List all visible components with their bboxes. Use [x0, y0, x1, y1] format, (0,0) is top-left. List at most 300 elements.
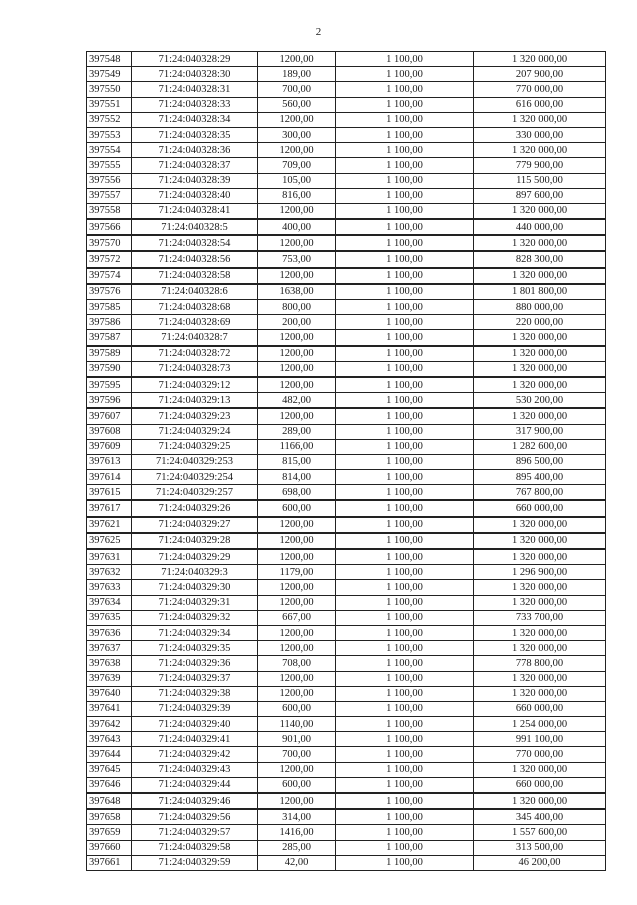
total-cost-cell: 897 600,00 [474, 188, 606, 203]
unit-price-cell: 1 100,00 [336, 393, 474, 409]
table-row [87, 470, 606, 485]
table-row [87, 793, 606, 809]
record-id-cell: 397644 [87, 747, 132, 762]
total-cost-cell: 880 000,00 [474, 300, 606, 315]
area-cell: 1200,00 [258, 408, 336, 424]
unit-price-cell: 1 100,00 [336, 346, 474, 362]
area-cell: 1200,00 [258, 793, 336, 809]
record-id-cell: 397633 [87, 580, 132, 595]
cadastral-number-cell: 71:24:040329:253 [132, 454, 258, 469]
table-row [87, 112, 606, 127]
table-row [87, 809, 606, 825]
unit-price-cell: 1 100,00 [336, 315, 474, 330]
area-cell: 800,00 [258, 300, 336, 315]
unit-price-cell: 1 100,00 [336, 158, 474, 173]
total-cost-cell: 345 400,00 [474, 809, 606, 825]
area-cell: 1200,00 [258, 549, 336, 565]
cadastral-number-cell: 71:24:040328:39 [132, 173, 258, 188]
total-cost-cell: 1 296 900,00 [474, 565, 606, 580]
total-cost-cell: 1 320 000,00 [474, 377, 606, 393]
cadastral-number-cell: 71:24:040329:41 [132, 732, 258, 747]
table-row [87, 671, 606, 686]
unit-price-cell: 1 100,00 [336, 717, 474, 732]
record-id-cell: 397585 [87, 300, 132, 315]
area-cell: 200,00 [258, 315, 336, 330]
total-cost-cell: 1 320 000,00 [474, 595, 606, 610]
cadastral-number-cell: 71:24:040328:69 [132, 315, 258, 330]
cadastral-number-cell: 71:24:040329:57 [132, 825, 258, 840]
total-cost-cell: 991 100,00 [474, 732, 606, 747]
total-cost-cell: 1 254 000,00 [474, 717, 606, 732]
area-cell: 600,00 [258, 701, 336, 716]
cadastral-number-cell: 71:24:040329:25 [132, 439, 258, 454]
unit-price-cell: 1 100,00 [336, 235, 474, 251]
total-cost-cell: 1 320 000,00 [474, 143, 606, 158]
total-cost-cell: 1 320 000,00 [474, 671, 606, 686]
area-cell: 42,00 [258, 855, 336, 870]
unit-price-cell: 1 100,00 [336, 330, 474, 346]
area-cell: 700,00 [258, 747, 336, 762]
total-cost-cell: 1 320 000,00 [474, 762, 606, 777]
table-row [87, 855, 606, 870]
record-id-cell: 397555 [87, 158, 132, 173]
record-id-cell: 397641 [87, 701, 132, 716]
land-plots-table [86, 51, 606, 871]
total-cost-cell: 767 800,00 [474, 485, 606, 501]
cadastral-number-cell: 71:24:040329:27 [132, 517, 258, 533]
area-cell: 1200,00 [258, 203, 336, 219]
table-row [87, 361, 606, 377]
cadastral-number-cell: 71:24:040328:58 [132, 268, 258, 284]
area-cell: 1200,00 [258, 52, 336, 67]
area-cell: 816,00 [258, 188, 336, 203]
area-cell: 753,00 [258, 251, 336, 267]
cadastral-number-cell: 71:24:040328:37 [132, 158, 258, 173]
record-id-cell: 397661 [87, 855, 132, 870]
table-row [87, 701, 606, 716]
area-cell: 709,00 [258, 158, 336, 173]
total-cost-cell: 207 900,00 [474, 67, 606, 82]
table-row [87, 549, 606, 565]
record-id-cell: 397636 [87, 625, 132, 640]
cadastral-number-cell: 71:24:040329:35 [132, 641, 258, 656]
record-id-cell: 397550 [87, 82, 132, 97]
record-id-cell: 397648 [87, 793, 132, 809]
area-cell: 314,00 [258, 809, 336, 825]
total-cost-cell: 1 320 000,00 [474, 580, 606, 595]
cadastral-number-cell: 71:24:040328:40 [132, 188, 258, 203]
cadastral-number-cell: 71:24:040328:6 [132, 284, 258, 300]
table-row [87, 143, 606, 158]
table-row [87, 52, 606, 67]
cadastral-number-cell: 71:24:040329:23 [132, 408, 258, 424]
unit-price-cell: 1 100,00 [336, 219, 474, 235]
table-row [87, 268, 606, 284]
table-row [87, 747, 606, 762]
cadastral-number-cell: 71:24:040329:32 [132, 610, 258, 625]
record-id-cell: 397638 [87, 656, 132, 671]
unit-price-cell: 1 100,00 [336, 762, 474, 777]
cadastral-number-cell: 71:24:040328:41 [132, 203, 258, 219]
total-cost-cell: 1 320 000,00 [474, 330, 606, 346]
table-row [87, 686, 606, 701]
area-cell: 901,00 [258, 732, 336, 747]
record-id-cell: 397646 [87, 777, 132, 793]
cadastral-number-cell: 71:24:040329:24 [132, 424, 258, 439]
record-id-cell: 397570 [87, 235, 132, 251]
area-cell: 1200,00 [258, 625, 336, 640]
total-cost-cell: 440 000,00 [474, 219, 606, 235]
cadastral-number-cell: 71:24:040329:40 [132, 717, 258, 732]
record-id-cell: 397595 [87, 377, 132, 393]
record-id-cell: 397642 [87, 717, 132, 732]
area-cell: 1200,00 [258, 595, 336, 610]
table-row [87, 346, 606, 362]
table-row [87, 485, 606, 501]
unit-price-cell: 1 100,00 [336, 251, 474, 267]
record-id-cell: 397637 [87, 641, 132, 656]
total-cost-cell: 330 000,00 [474, 127, 606, 142]
unit-price-cell: 1 100,00 [336, 686, 474, 701]
area-cell: 300,00 [258, 127, 336, 142]
table-row [87, 203, 606, 219]
record-id-cell: 397632 [87, 565, 132, 580]
total-cost-cell: 46 200,00 [474, 855, 606, 870]
total-cost-cell: 660 000,00 [474, 500, 606, 516]
cadastral-number-cell: 71:24:040329:42 [132, 747, 258, 762]
table-row [87, 840, 606, 855]
unit-price-cell: 1 100,00 [336, 610, 474, 625]
record-id-cell: 397645 [87, 762, 132, 777]
record-id-cell: 397574 [87, 268, 132, 284]
area-cell: 1200,00 [258, 641, 336, 656]
table-row [87, 825, 606, 840]
area-cell: 1200,00 [258, 671, 336, 686]
total-cost-cell: 770 000,00 [474, 82, 606, 97]
record-id-cell: 397587 [87, 330, 132, 346]
unit-price-cell: 1 100,00 [336, 671, 474, 686]
record-id-cell: 397615 [87, 485, 132, 501]
record-id-cell: 397589 [87, 346, 132, 362]
record-id-cell: 397635 [87, 610, 132, 625]
total-cost-cell: 1 320 000,00 [474, 549, 606, 565]
table-row [87, 219, 606, 235]
area-cell: 1200,00 [258, 762, 336, 777]
table-row [87, 97, 606, 112]
table-row [87, 315, 606, 330]
record-id-cell: 397556 [87, 173, 132, 188]
area-cell: 1200,00 [258, 346, 336, 362]
total-cost-cell: 1 320 000,00 [474, 793, 606, 809]
page-number: 2 [315, 26, 322, 38]
cadastral-number-cell: 71:24:040328:29 [132, 52, 258, 67]
unit-price-cell: 1 100,00 [336, 203, 474, 219]
unit-price-cell: 1 100,00 [336, 268, 474, 284]
record-id-cell: 397553 [87, 127, 132, 142]
table-row [87, 284, 606, 300]
table-row [87, 235, 606, 251]
area-cell: 1200,00 [258, 580, 336, 595]
record-id-cell: 397640 [87, 686, 132, 701]
total-cost-cell: 1 320 000,00 [474, 533, 606, 549]
area-cell: 289,00 [258, 424, 336, 439]
cadastral-number-cell: 71:24:040329:34 [132, 625, 258, 640]
record-id-cell: 397625 [87, 533, 132, 549]
unit-price-cell: 1 100,00 [336, 97, 474, 112]
total-cost-cell: 660 000,00 [474, 701, 606, 716]
table-row [87, 500, 606, 516]
record-id-cell: 397659 [87, 825, 132, 840]
cadastral-number-cell: 71:24:040328:68 [132, 300, 258, 315]
record-id-cell: 397557 [87, 188, 132, 203]
area-cell: 667,00 [258, 610, 336, 625]
table-row [87, 641, 606, 656]
cadastral-number-cell: 71:24:040328:36 [132, 143, 258, 158]
record-id-cell: 397576 [87, 284, 132, 300]
total-cost-cell: 1 801 800,00 [474, 284, 606, 300]
cadastral-number-cell: 71:24:040329:38 [132, 686, 258, 701]
record-id-cell: 397607 [87, 408, 132, 424]
total-cost-cell: 1 320 000,00 [474, 235, 606, 251]
area-cell: 1200,00 [258, 330, 336, 346]
record-id-cell: 397586 [87, 315, 132, 330]
area-cell: 400,00 [258, 219, 336, 235]
cadastral-number-cell: 71:24:040328:34 [132, 112, 258, 127]
table-row [87, 188, 606, 203]
table-row [87, 377, 606, 393]
cadastral-number-cell: 71:24:040329:58 [132, 840, 258, 855]
table-row [87, 82, 606, 97]
unit-price-cell: 1 100,00 [336, 747, 474, 762]
total-cost-cell: 895 400,00 [474, 470, 606, 485]
total-cost-cell: 317 900,00 [474, 424, 606, 439]
unit-price-cell: 1 100,00 [336, 188, 474, 203]
table-row [87, 580, 606, 595]
unit-price-cell: 1 100,00 [336, 825, 474, 840]
unit-price-cell: 1 100,00 [336, 701, 474, 716]
table-row [87, 158, 606, 173]
record-id-cell: 397549 [87, 67, 132, 82]
total-cost-cell: 1 320 000,00 [474, 346, 606, 362]
table-row [87, 533, 606, 549]
cadastral-number-cell: 71:24:040329:254 [132, 470, 258, 485]
record-id-cell: 397558 [87, 203, 132, 219]
unit-price-cell: 1 100,00 [336, 424, 474, 439]
total-cost-cell: 616 000,00 [474, 97, 606, 112]
cadastral-number-cell: 71:24:040328:5 [132, 219, 258, 235]
cadastral-number-cell: 71:24:040329:29 [132, 549, 258, 565]
cadastral-number-cell: 71:24:040329:28 [132, 533, 258, 549]
record-id-cell: 397658 [87, 809, 132, 825]
total-cost-cell: 1 320 000,00 [474, 112, 606, 127]
record-id-cell: 397634 [87, 595, 132, 610]
unit-price-cell: 1 100,00 [336, 439, 474, 454]
unit-price-cell: 1 100,00 [336, 67, 474, 82]
unit-price-cell: 1 100,00 [336, 500, 474, 516]
unit-price-cell: 1 100,00 [336, 641, 474, 656]
table-row [87, 127, 606, 142]
cadastral-number-cell: 71:24:040329:26 [132, 500, 258, 516]
unit-price-cell: 1 100,00 [336, 840, 474, 855]
unit-price-cell: 1 100,00 [336, 625, 474, 640]
area-cell: 189,00 [258, 67, 336, 82]
table-row [87, 439, 606, 454]
table-row [87, 251, 606, 267]
cadastral-number-cell: 71:24:040328:30 [132, 67, 258, 82]
total-cost-cell: 1 320 000,00 [474, 268, 606, 284]
table-body [87, 52, 606, 871]
cadastral-number-cell: 71:24:040328:35 [132, 127, 258, 142]
cadastral-number-cell: 71:24:040329:3 [132, 565, 258, 580]
cadastral-number-cell: 71:24:040328:31 [132, 82, 258, 97]
table-row [87, 330, 606, 346]
table-row [87, 717, 606, 732]
area-cell: 700,00 [258, 82, 336, 97]
record-id-cell: 397608 [87, 424, 132, 439]
area-cell: 1200,00 [258, 268, 336, 284]
area-cell: 1200,00 [258, 112, 336, 127]
unit-price-cell: 1 100,00 [336, 777, 474, 793]
unit-price-cell: 1 100,00 [336, 793, 474, 809]
area-cell: 1200,00 [258, 686, 336, 701]
record-id-cell: 397609 [87, 439, 132, 454]
record-id-cell: 397660 [87, 840, 132, 855]
cadastral-number-cell: 71:24:040328:72 [132, 346, 258, 362]
record-id-cell: 397590 [87, 361, 132, 377]
record-id-cell: 397551 [87, 97, 132, 112]
table-row [87, 565, 606, 580]
area-cell: 105,00 [258, 173, 336, 188]
cadastral-number-cell: 71:24:040329:30 [132, 580, 258, 595]
table-row [87, 595, 606, 610]
unit-price-cell: 1 100,00 [336, 533, 474, 549]
cadastral-number-cell: 71:24:040329:12 [132, 377, 258, 393]
total-cost-cell: 313 500,00 [474, 840, 606, 855]
total-cost-cell: 115 500,00 [474, 173, 606, 188]
area-cell: 1179,00 [258, 565, 336, 580]
area-cell: 708,00 [258, 656, 336, 671]
total-cost-cell: 1 557 600,00 [474, 825, 606, 840]
unit-price-cell: 1 100,00 [336, 656, 474, 671]
area-cell: 1200,00 [258, 533, 336, 549]
area-cell: 1200,00 [258, 377, 336, 393]
cadastral-number-cell: 71:24:040329:43 [132, 762, 258, 777]
area-cell: 600,00 [258, 777, 336, 793]
area-cell: 815,00 [258, 454, 336, 469]
unit-price-cell: 1 100,00 [336, 565, 474, 580]
table-row [87, 424, 606, 439]
area-cell: 1638,00 [258, 284, 336, 300]
record-id-cell: 397566 [87, 219, 132, 235]
total-cost-cell: 1 320 000,00 [474, 641, 606, 656]
unit-price-cell: 1 100,00 [336, 549, 474, 565]
table-row [87, 454, 606, 469]
area-cell: 285,00 [258, 840, 336, 855]
record-id-cell: 397548 [87, 52, 132, 67]
record-id-cell: 397631 [87, 549, 132, 565]
record-id-cell: 397621 [87, 517, 132, 533]
area-cell: 1200,00 [258, 143, 336, 158]
unit-price-cell: 1 100,00 [336, 300, 474, 315]
unit-price-cell: 1 100,00 [336, 361, 474, 377]
area-cell: 698,00 [258, 485, 336, 501]
cadastral-number-cell: 71:24:040328:73 [132, 361, 258, 377]
total-cost-cell: 778 800,00 [474, 656, 606, 671]
unit-price-cell: 1 100,00 [336, 485, 474, 501]
cadastral-number-cell: 71:24:040329:36 [132, 656, 258, 671]
total-cost-cell: 1 320 000,00 [474, 517, 606, 533]
record-id-cell: 397617 [87, 500, 132, 516]
total-cost-cell: 896 500,00 [474, 454, 606, 469]
unit-price-cell: 1 100,00 [336, 595, 474, 610]
total-cost-cell: 1 320 000,00 [474, 408, 606, 424]
record-id-cell: 397643 [87, 732, 132, 747]
record-id-cell: 397554 [87, 143, 132, 158]
unit-price-cell: 1 100,00 [336, 82, 474, 97]
table-row [87, 517, 606, 533]
total-cost-cell: 1 320 000,00 [474, 52, 606, 67]
unit-price-cell: 1 100,00 [336, 517, 474, 533]
record-id-cell: 397552 [87, 112, 132, 127]
area-cell: 1200,00 [258, 235, 336, 251]
table-row [87, 777, 606, 793]
unit-price-cell: 1 100,00 [336, 112, 474, 127]
cadastral-number-cell: 71:24:040329:56 [132, 809, 258, 825]
cadastral-number-cell: 71:24:040329:13 [132, 393, 258, 409]
cadastral-number-cell: 71:24:040328:33 [132, 97, 258, 112]
total-cost-cell: 733 700,00 [474, 610, 606, 625]
area-cell: 1140,00 [258, 717, 336, 732]
unit-price-cell: 1 100,00 [336, 143, 474, 158]
table-row [87, 300, 606, 315]
table-row [87, 732, 606, 747]
record-id-cell: 397572 [87, 251, 132, 267]
unit-price-cell: 1 100,00 [336, 470, 474, 485]
cadastral-number-cell: 71:24:040329:39 [132, 701, 258, 716]
area-cell: 1166,00 [258, 439, 336, 454]
table-row [87, 656, 606, 671]
unit-price-cell: 1 100,00 [336, 52, 474, 67]
total-cost-cell: 779 900,00 [474, 158, 606, 173]
unit-price-cell: 1 100,00 [336, 127, 474, 142]
unit-price-cell: 1 100,00 [336, 732, 474, 747]
record-id-cell: 397614 [87, 470, 132, 485]
table-row [87, 625, 606, 640]
total-cost-cell: 828 300,00 [474, 251, 606, 267]
table-row [87, 393, 606, 409]
total-cost-cell: 220 000,00 [474, 315, 606, 330]
total-cost-cell: 1 320 000,00 [474, 361, 606, 377]
table-row [87, 67, 606, 82]
unit-price-cell: 1 100,00 [336, 580, 474, 595]
area-cell: 560,00 [258, 97, 336, 112]
unit-price-cell: 1 100,00 [336, 377, 474, 393]
table-row [87, 173, 606, 188]
area-cell: 814,00 [258, 470, 336, 485]
area-cell: 1200,00 [258, 361, 336, 377]
table-row [87, 610, 606, 625]
record-id-cell: 397596 [87, 393, 132, 409]
table-row [87, 762, 606, 777]
total-cost-cell: 770 000,00 [474, 747, 606, 762]
cadastral-number-cell: 71:24:040329:59 [132, 855, 258, 870]
cadastral-number-cell: 71:24:040329:44 [132, 777, 258, 793]
total-cost-cell: 660 000,00 [474, 777, 606, 793]
unit-price-cell: 1 100,00 [336, 454, 474, 469]
total-cost-cell: 530 200,00 [474, 393, 606, 409]
total-cost-cell: 1 320 000,00 [474, 686, 606, 701]
unit-price-cell: 1 100,00 [336, 408, 474, 424]
